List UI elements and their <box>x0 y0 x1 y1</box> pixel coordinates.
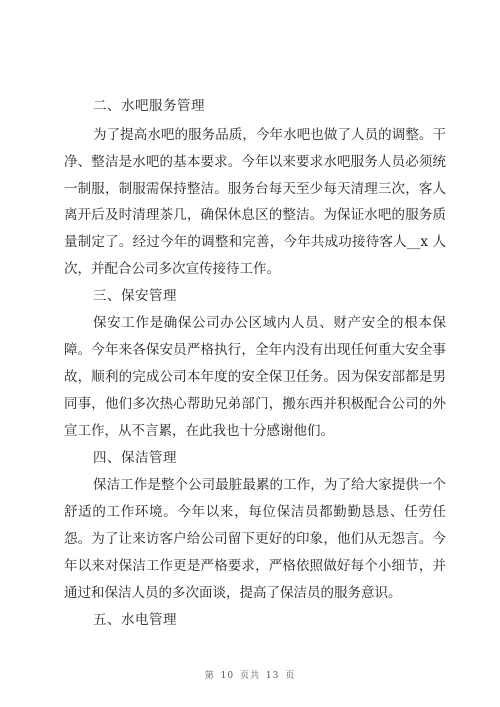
paragraph-line: 为了提高水吧的服务品质，今年水吧也做了人员的调整。干 <box>93 127 446 143</box>
page-footer <box>0 668 500 681</box>
total-pages-number: 13 <box>265 671 280 681</box>
paragraph-line: 障。今年来各保安员严格执行，全年内没有出现任何重大安全事 <box>64 342 446 358</box>
paragraph-line: 一制服，制服需保持整洁。服务台每天至少每天清理三次，客人 <box>64 181 446 197</box>
footer-prefix: 第 <box>204 671 215 681</box>
paragraph-line: 保洁工作是整个公司最脏最累的工作，为了给大家提供一个 <box>93 477 446 493</box>
paragraph-line: 离开后及时清理茶几，确保休息区的整洁。为保证水吧的服务质 <box>64 207 446 223</box>
paragraph-line: 舒适的工作环境。今年以来，每位保洁员都勤勤恳恳、任劳任 <box>64 504 446 520</box>
paragraph-line: 净、整洁是水吧的基本要求。今年以来要求水吧服务人员必须统 <box>64 154 446 170</box>
paragraph-line: 通过和保洁人员的多次面谈，提高了保洁员的服务意识。 <box>64 585 402 601</box>
paragraph-line: 怨。为了让来访客户给公司留下更好的印象，他们从无怨言。今 <box>64 531 446 547</box>
section-heading: 四、保洁管理 <box>93 450 177 466</box>
current-page-number: 10 <box>220 671 235 681</box>
paragraph-line: 年以来对保洁工作更是严格要求，严格依照做好每个小细节，并 <box>64 558 446 574</box>
paragraph-line: 保安工作是确保公司办公区域内人员、财产安全的根本保 <box>93 315 446 331</box>
section-heading: 三、保安管理 <box>93 288 177 304</box>
section-heading: 五、水电管理 <box>93 612 177 628</box>
paragraph-line: 同事，他们多次热心帮助兄弟部门，搬东西并积极配合公司的外 <box>64 396 446 412</box>
section-heading: 二、水吧服务管理 <box>93 98 205 114</box>
footer-middle: 页共 <box>239 671 260 681</box>
paragraph-line: 故，顺利的完成公司本年度的安全保卫任务。因为保安部都是男 <box>64 369 446 385</box>
paragraph-line: 量制定了。经过今年的调整和完善，今年共成功接待客人__x 人 <box>64 234 446 250</box>
footer-suffix: 页 <box>285 671 296 681</box>
paragraph-line: 次，并配合公司多次宣传接待工作。 <box>64 261 280 277</box>
paragraph-line: 宣工作，从不言累，在此我也十分感谢他们。 <box>64 423 334 439</box>
